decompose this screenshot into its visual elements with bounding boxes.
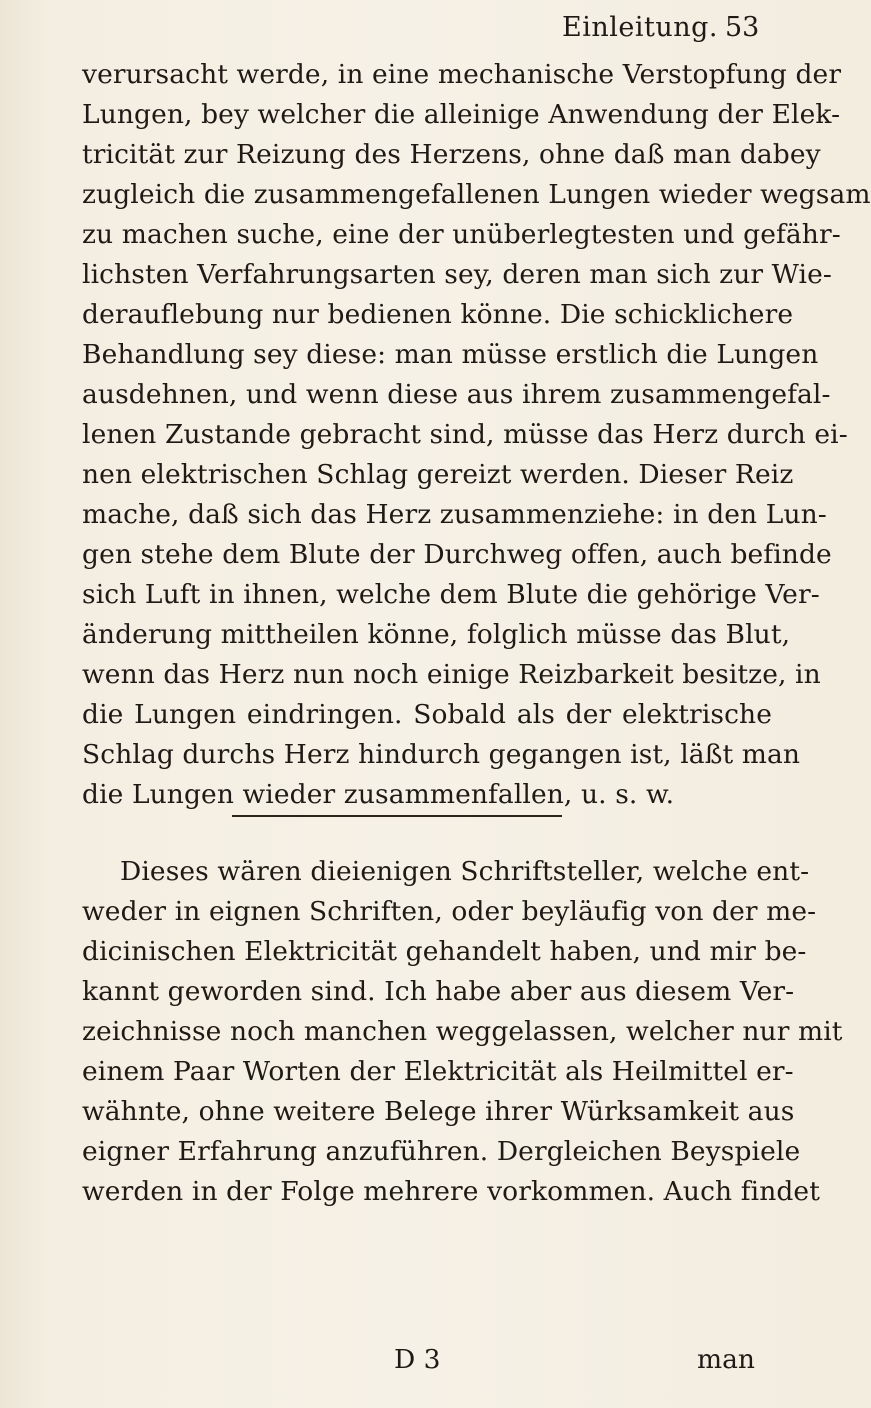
text-line: lichsten Verfahrungsarten sey, deren man sich zur Wie-: [82, 259, 832, 290]
signature-mark: D 3: [394, 1344, 441, 1375]
text-line: Schlag durchs Herz hindurch gegangen ist, läßt man: [82, 739, 801, 770]
text-line: verursacht werde, in eine mechanische Verstopfung der: [82, 59, 842, 90]
running-head: [0, 8, 800, 48]
text-line: weder in eignen Schriften, oder beyläufig von der me-: [82, 896, 817, 927]
text-line: wähnte, ohne weitere Belege ihrer Würksamkeit aus: [82, 1096, 795, 1127]
text-line: zugleich die zusammengefallenen Lungen wieder wegsam: [82, 179, 871, 210]
text-line: Behandlung sey diese: man müsse erstlich die Lungen: [82, 339, 819, 370]
text-line: mache, daß sich das Herz zusammenziehe: in den Lun-: [82, 499, 827, 530]
text-line: kannt geworden sind. Ich habe aber aus diesem Ver-: [82, 976, 795, 1007]
catchword: man: [697, 1344, 755, 1375]
text-line: gen stehe dem Blute der Durchweg offen, auch befinde: [82, 539, 832, 570]
text-line: Dieses wären dieienigen Schriftsteller, welche ent-: [120, 856, 810, 887]
text-line: änderung mittheilen könne, folglich müsse das Blut,: [82, 619, 791, 650]
chapter-title: Einleitung.: [562, 12, 718, 43]
text-line: zu machen suche, eine der unüberlegtesten und gefähr-: [82, 219, 841, 250]
page-number: 53: [725, 12, 760, 43]
text-line: nen elektrischen Schlag gereizt werden. Dieser Reiz: [82, 459, 794, 490]
text-line: sich Luft in ihnen, welche dem Blute die gehörige Ver-: [82, 579, 820, 610]
text-line: ausdehnen, und wenn diese aus ihrem zusammengefal-: [82, 379, 831, 410]
text-line: lenen Zustande gebracht sind, müsse das Herz durch ei-: [82, 419, 848, 450]
paragraph-2: [82, 852, 843, 1212]
text-line: die Lungen eindringen. Sobald als der elektrische: [82, 699, 772, 730]
text-line: eigner Erfahrung anzuführen. Dergleichen Beyspiele: [82, 1136, 801, 1167]
text-line: tricität zur Reizung des Herzens, ohne daß man dabey: [82, 139, 821, 170]
paragraph-1: [82, 55, 871, 815]
text-line: zeichnisse noch manchen weggelassen, welcher nur mit: [82, 1016, 843, 1047]
text-line: wenn das Herz nun noch einige Reizbarkeit besitze, in: [82, 659, 821, 690]
page-footer: [0, 1340, 800, 1380]
text-line: die Lungen wieder zusammenfallen, u. s. w.: [82, 779, 675, 810]
text-line: Lungen, bey welcher die alleinige Anwendung der Elek-: [82, 99, 841, 130]
text-line: werden in der Folge mehrere vorkommen. Auch findet: [82, 1176, 820, 1207]
text-line: einem Paar Worten der Elektricität als Heilmittel er-: [82, 1056, 794, 1087]
section-divider: [232, 815, 562, 817]
text-line: derauflebung nur bedienen könne. Die schicklichere: [82, 299, 794, 330]
text-line: dicinischen Elektricität gehandelt haben, und mir be-: [82, 936, 807, 967]
